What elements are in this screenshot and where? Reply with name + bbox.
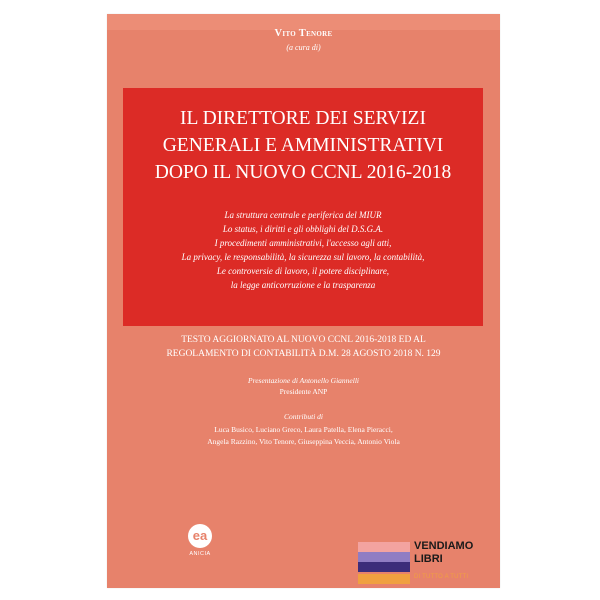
watermark-tagline: DI TUTTO A TUTTI bbox=[414, 574, 469, 580]
contributors-line-2: Angela Razzino, Vito Tenore, Giuseppina Veccia, Antonio Viola bbox=[207, 437, 400, 446]
title-line-2: GENERALI E AMMINISTRATIVI bbox=[162, 135, 444, 156]
update-line-2: REGOLAMENTO DI CONTABILITÀ D.M. 28 AGOSTO 2018 N. 129 bbox=[166, 349, 441, 359]
subtitle-line-4: La privacy, le responsabilità, la sicurezza sul lavoro, la contabilità, bbox=[181, 252, 425, 262]
vendiamo-libri-watermark bbox=[356, 534, 474, 588]
subtitle-line-6: la legge anticorruzione e la trasparenza bbox=[230, 280, 376, 290]
subtitle-line-1: La struttura centrale e periferica del MIUR bbox=[224, 210, 382, 220]
presentation-line-2: Presidente ANP bbox=[279, 387, 328, 396]
watermark-flag-stripe bbox=[358, 562, 410, 572]
curator-note: (a cura di) bbox=[286, 43, 321, 52]
presentation-line-1: Presentazione di Antonello Giannelli bbox=[247, 376, 360, 385]
contributors-line-1: Luca Busico, Luciano Greco, Laura Patella, Elena Pieracci, bbox=[214, 425, 393, 434]
watermark-flag-stripe bbox=[358, 574, 410, 584]
watermark-line-2: LIBRI bbox=[414, 553, 443, 565]
publisher-logo-mark: ea bbox=[188, 524, 212, 548]
subtitle-line-5: Le controversie di lavoro, il potere disciplinare, bbox=[216, 266, 390, 276]
publisher-logo bbox=[185, 524, 215, 572]
author-name: Vito Tenore bbox=[274, 28, 333, 39]
publisher-name: ANICIA bbox=[189, 551, 211, 557]
subtitle-line-2: Lo status, i diritti e gli obblighi del D.S.G.A. bbox=[222, 224, 384, 234]
title-line-3: DOPO IL NUOVO CCNL 2016-2018 bbox=[154, 162, 452, 183]
subtitle-line-3: I procedimenti amministrativi, l'accesso agli atti, bbox=[214, 238, 392, 248]
watermark-line-1: VENDIAMO bbox=[414, 540, 474, 552]
book-cover bbox=[107, 14, 500, 588]
contributors-heading: Contributi di bbox=[284, 412, 323, 421]
watermark-flag-stripe bbox=[358, 552, 410, 562]
update-line-1: TESTO AGGIORNATO AL NUOVO CCNL 2016-2018 ED AL bbox=[181, 335, 426, 345]
title-line-1: IL DIRETTORE DEI SERVIZI bbox=[180, 108, 426, 129]
watermark-flag-stripe bbox=[358, 542, 410, 552]
title-box bbox=[123, 88, 483, 326]
